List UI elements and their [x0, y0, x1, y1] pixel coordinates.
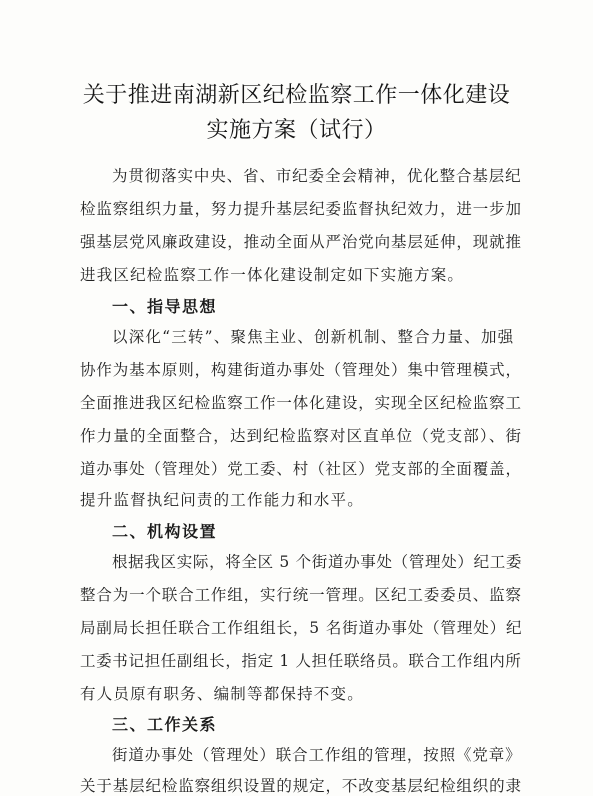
document-title-line-1: 关于推进南湖新区纪检监察工作一体化建设 — [82, 83, 511, 108]
section-heading: 一、指导思想 — [112, 297, 218, 316]
section-line: 根据我区实际，将全区 5 个街道办事处（管理处）纪工委 — [112, 553, 523, 571]
section-line: 全面推进我区纪检监察工作一体化建设，实现全区纪检监察工 — [80, 394, 522, 412]
section-line: 协作为基本原则，构建街道办事处（管理处）集中管理模式， — [80, 361, 522, 379]
section-heading: 三、工作关系 — [112, 715, 218, 734]
section-line: 街道办事处（管理处）联合工作组的管理，按照《党章》 — [112, 746, 522, 764]
intro-line: 为贯彻落实中央、省、市纪委全会精神，优化整合基层纪 — [112, 167, 522, 185]
section-line: 关于基层纪检监察组织设置的规定，不改变基层纪检组织的隶 — [80, 777, 522, 795]
section-line: 整合为一个联合工作组，实行统一管理。区纪工委委员、监察 — [80, 586, 522, 604]
section-line: 有人员原有职务、编制等都保持不变。 — [80, 685, 364, 703]
section-line: 作力量的全面整合，达到纪检监察对区直单位（党支部）、街 — [80, 427, 523, 445]
intro-line: 强基层党风廉政建设，推动全面从严治党向基层延伸，现就推 — [80, 233, 522, 251]
section-line: 局副局长担任联合工作组组长，5 名街道办事处（管理处）纪 — [80, 619, 523, 637]
section-line: 工委书记担任副组长，指定 1 人担任联络员。联合工作组内所 — [80, 652, 522, 670]
section-heading: 二、机构设置 — [112, 522, 218, 541]
section-line: 以深化“三转”、聚焦主业、创新机制、整合力量、加强 — [112, 328, 515, 346]
intro-line: 检监察组织力量，努力提升基层纪委监督执纪效力，进一步加 — [80, 200, 522, 218]
intro-line: 进我区纪检监察工作一体化建设制定如下实施方案。 — [80, 266, 465, 284]
section-line: 道办事处（管理处）党工委、村（社区）党支部的全面覆盖， — [80, 460, 522, 478]
section-line: 提升监督执纪问责的工作能力和水平。 — [80, 491, 364, 509]
document-title-line-2: 实施方案（试行） — [206, 118, 387, 143]
